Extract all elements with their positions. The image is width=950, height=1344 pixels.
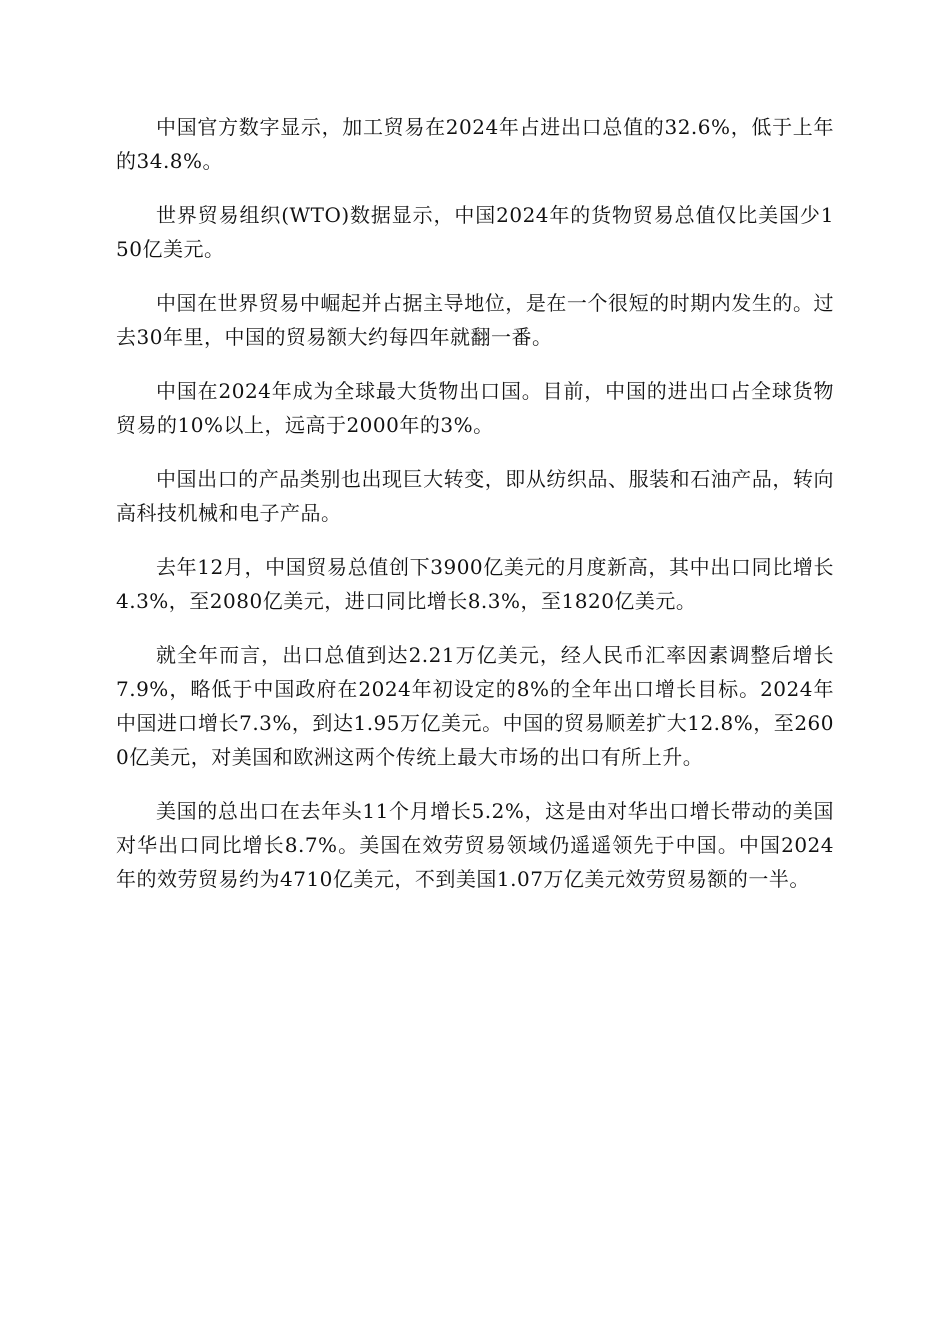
paragraph-us-exports: 美国的总出口在去年头11个月增长5.2%，这是由对华出口增长带动的美国对华出口同比增长8.7%。美国在效劳贸易领域仍遥遥领先于中国。中国2024年的效劳贸易约为4710亿美元，不到美国1.07万亿美元效劳贸易额的一半。 [116, 799, 834, 891]
paragraph-product-shift: 中国出口的产品类别也出现巨大转变，即从纺织品、服装和石油产品，转向高科技机械和电子产品。 [116, 467, 834, 525]
paragraph-largest-exporter: 中国在2024年成为全球最大货物出口国。目前，中国的进出口占全球货物贸易的10%以上，远高于2000年的3%。 [116, 379, 834, 437]
document-body [116, 110, 834, 916]
paragraph-december-trade: 去年12月，中国贸易总值创下3900亿美元的月度新高，其中出口同比增长4.3%，至2080亿美元，进口同比增长8.3%，至1820亿美元。 [116, 555, 834, 613]
paragraph-full-year: 就全年而言，出口总值到达2.21万亿美元，经人民币汇率因素调整后增长7.9%，略低于中国政府在2024年初设定的8%的全年出口增长目标。2024年中国进口增长7.3%，到达1.95万亿美元。中国的贸易顺差扩大12.8%，至2600亿美元，对美国和欧洲这两个传统上最大市场的出口有所上升。 [116, 643, 834, 769]
paragraph-rise-of-trade: 中国在世界贸易中崛起并占据主导地位，是在一个很短的时期内发生的。过去30年里，中国的贸易额大约每四年就翻一番。 [116, 291, 834, 349]
paragraph-processing-trade: 中国官方数字显示，加工贸易在2024年占进出口总值的32.6%，低于上年的34.8%。 [116, 115, 834, 173]
paragraph-wto-data: 世界贸易组织(WTO)数据显示，中国2024年的货物贸易总值仅比美国少150亿美元。 [116, 203, 834, 261]
